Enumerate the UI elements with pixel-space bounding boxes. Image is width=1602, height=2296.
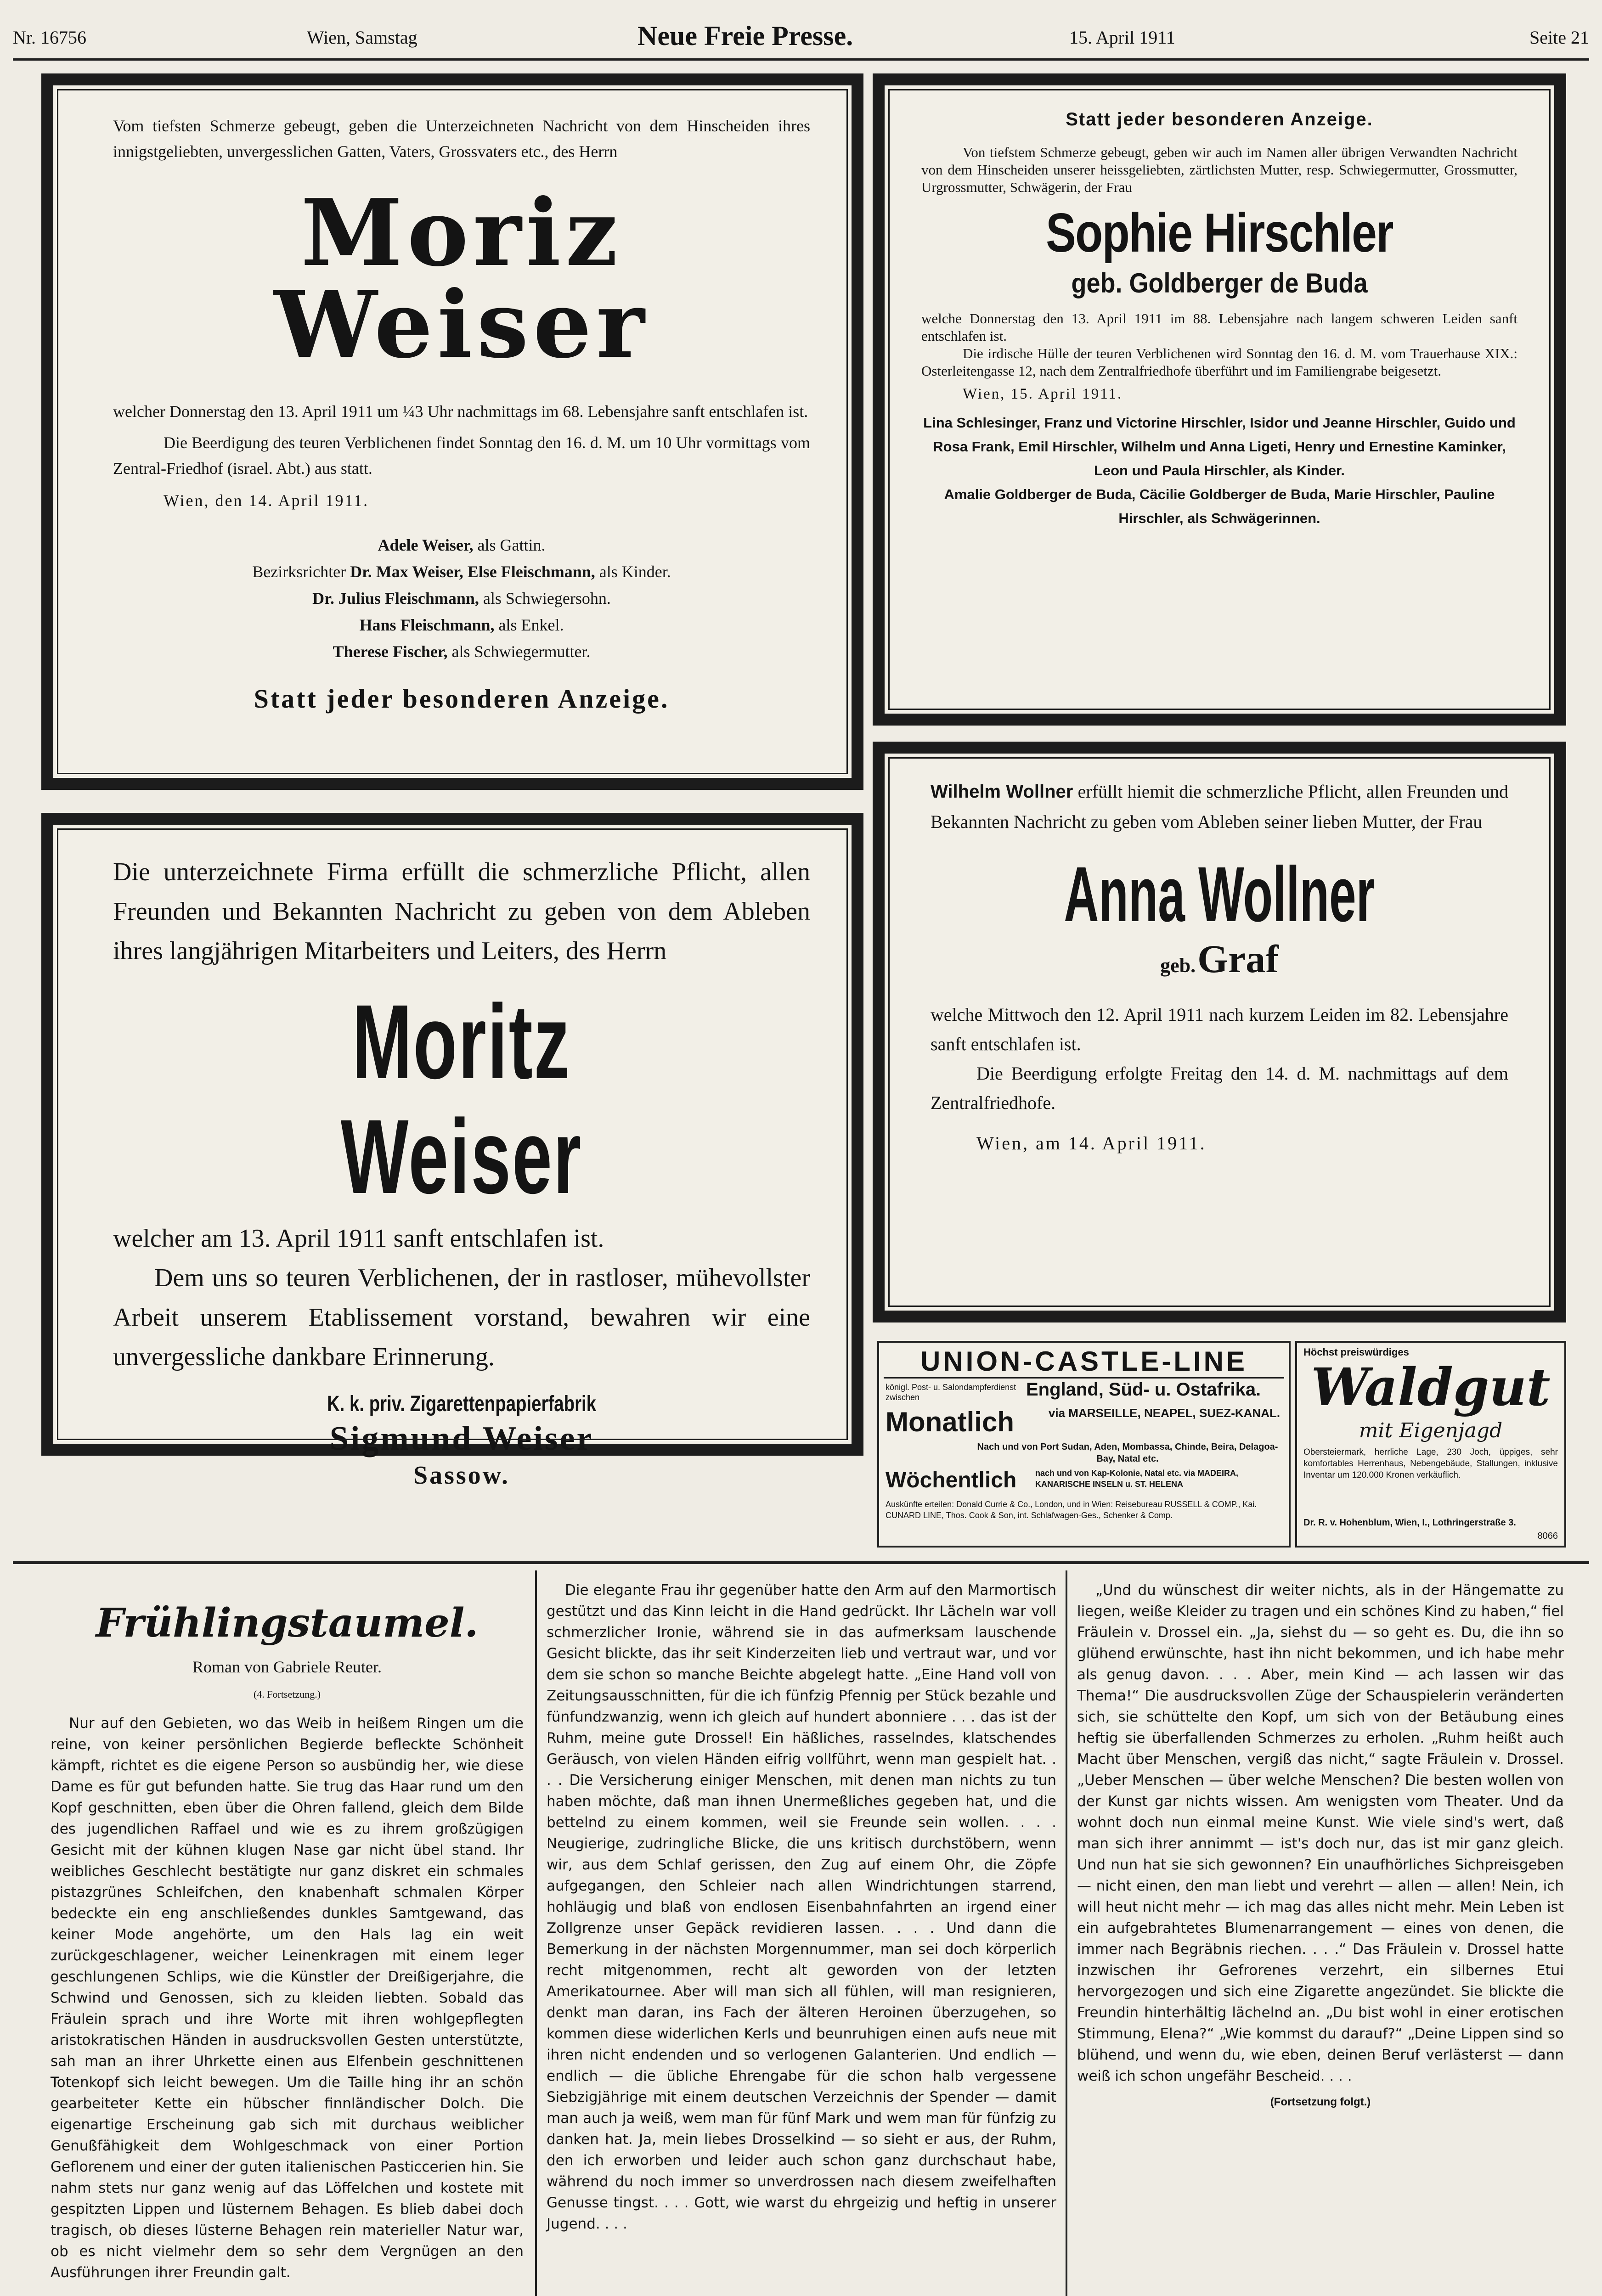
notice-footer: Statt jeder besonderen Anzeige. — [254, 684, 670, 714]
notice-funeral: Die Beerdigung erfolgte Freitag den 14. d. M. nachmittags auf dem Zentralfriedhofe. — [931, 1063, 1508, 1113]
notifier-name: Wilhelm Wollner — [931, 782, 1073, 802]
serial-to-be-continued: (Fortsetzung folgt.) — [1270, 2096, 1371, 2108]
serial-column-3 — [1077, 1580, 1564, 2109]
ad-subtitle: mit Eigenjagd — [1359, 1419, 1503, 1442]
ad-text: Obersteiermark, herrliche Lage, 230 Joch, üppiges, sehr komfortables Herrenhaus, Nebengebäude, Stallungen, inklusive Inventar um 120.000 Kronen verkäuflich. — [1303, 1447, 1558, 1480]
notice-died: welche Donnerstag den 13. April 1911 im 88. Lebensjahre nach langem schweren Leiden sanft entschlafen ist. — [921, 310, 1517, 344]
place-day: Wien, Samstag — [307, 27, 417, 48]
ad-top: Höchst preiswürdiges — [1303, 1346, 1409, 1358]
ad-title: Waldgut — [1311, 1357, 1551, 1418]
deceased-name: Moriz Weiser — [274, 179, 649, 379]
notice-died: welcher Donnerstag den 13. April 1911 um ¼3 Uhr nachmittags im 68. Lebensjahre sanft entschlafen ist. — [113, 402, 808, 421]
notice-place-date: Wien, am 14. April 1911. — [976, 1133, 1207, 1154]
ad-title: UNION-CASTLE-LINE — [884, 1345, 1284, 1379]
firm-line-1: K. k. priv. Zigarettenpapierfabrik — [327, 1392, 597, 1416]
ad-route: Nach und von Port Sudan, Aden, Mombassa, Chinde, Beira, Delagoa-Bay, Natal etc. — [977, 1442, 1278, 1464]
ad-small: königl. Post- u. Salondampferdienst zwischen — [886, 1383, 1016, 1402]
signers-sisters-in-law: Amalie Goldberger de Buda, Cäcilie Goldberger de Buda, Marie Hirschler, Pauline Hirschler, als Schwägerinnen. — [944, 486, 1495, 526]
notice-died: welche Mittwoch den 12. April 1911 nach kurzem Leiden im 82. Lebensjahre sanft entschlafen ist. — [931, 1004, 1508, 1054]
deceased-name: Anna Wollner — [1064, 851, 1375, 938]
ad-union-castle-line — [877, 1341, 1291, 1548]
serial-text: „Und du wünschest dir weiter nichts, als in der Hängematte zu liegen, weiße Kleider zu tragen und ein schönes Kind zu haben,“ fiel Fräulein v. Drossel ein. „Ja, siehst du — so geht es. Du, die ihn so glühend erwünschte, hast ihn nicht bekommen, und ich habe mehr als genug davon. . . . Aber, mein Kind — ach lassen wir das Thema!“ Die ausdrucksvollen Züge der Schauspielerin veränderten sich, sie schüttelte den Kopf, um sich von der Betäubung eines heftig sie überfallenden Schmerzes zu erholen. „Ruhm heißt auch Macht über Menschen, vergiß das nicht,“ sagte Fräulein v. Drossel. „Ueber Menschen — über welche Menschen? Die besten wollen von der Kunst gar nichts wissen. Am wenigsten vom Theater. Und da wohnt doch nun einmal meine Kunst. Wie viele sind's wert, daß man sich ihrer annimmt — ist's doch nur, das ist mir ganz gleich. Und nun hat sie sich gewonnen? Ein unaufhörliches Sichpreisgeben — nicht einen, den man liebt und verehrt — allen — allen! Nein, ich will heut nicht mehr — ich mag das alles nicht mehr. Mein Leben ist ein aufgebrahtetes Blumenarrangement — eines von denen, die immer nach Begräbnis riechen. . . .“ Das Fräulein v. Drossel hatte inzwischen ihr Gefrorenes verzehrt, ein silbernes Etui hervorgezogen und sich eine Zigarette angezündet. Sie blickte die Freundin hinterhältig lächelnd an. „Du bist wohl in einer erotischen Stimmung, Elena?“ „Wie kommst du darauf?“ „Deine Lippen sind so blühend, und wenn du, wie eben, deinen Beruf verlästerst — dann weiß ich schon ungefähr Bescheid. . . . — [1077, 1582, 1564, 2084]
notice-intro: Vom tiefsten Schmerze gebeugt, geben die Unterzeichneten Nachricht von dem Hinscheiden ihres innigstgeliebten, unvergesslichen Gatten, Vaters, Grossvaters etc., des Herrn — [113, 117, 810, 161]
notice-died: welcher am 13. April 1911 sanft entschlafen ist. — [113, 1224, 604, 1253]
ad-code: 8066 — [1537, 1531, 1558, 1541]
ad-waldgut — [1295, 1341, 1566, 1548]
feuilleton-rule — [13, 1561, 1589, 1564]
serial-title: Frühlingstaumel. — [96, 1600, 479, 1646]
column-rule — [535, 1570, 537, 2296]
deceased-name: Sophie Hirschler — [1046, 202, 1393, 264]
maiden-name-line: geb. Graf — [1160, 937, 1279, 981]
death-notice-sophie-hirschler — [873, 73, 1566, 726]
deceased-name: Moritz Weiser — [340, 983, 583, 1216]
notice-intro: Die unterzeichnete Firma erfüllt die schmerzliche Pflicht, allen Freunden und Bekannten Nachricht zu geben von dem Ableben ihres langjährigen Mitarbeiters und Leiters, des Herrn — [113, 858, 810, 965]
maiden-name: geb. Goldberger de Buda — [1071, 268, 1368, 298]
issue-date: 15. April 1911 — [1069, 27, 1175, 48]
newspaper-title: Neue Freie Presse. — [637, 21, 853, 51]
serial-column-2 — [547, 1580, 1056, 2234]
ad-monatlich: Monatlich — [886, 1407, 1014, 1437]
signer-line: Adele Weiser, als Gattin. — [378, 536, 546, 554]
firm-location: Sassow. — [413, 1461, 510, 1490]
signers-children: Lina Schlesinger, Franz und Victorine Hirschler, Isidor und Jeanne Hirschler, Guido und Rosa Frank, Emil Hirschler, Wilhelm und Anna Ligeti, Henry und Ernestine Kaminker, Leon und Paula Hirschler, als Kinder. — [923, 415, 1516, 478]
notice-place-date: Wien, 15. April 1911. — [963, 386, 1123, 402]
ad-via: via MARSEILLE, NEAPEL, SUEZ-KANAL. — [1048, 1406, 1280, 1420]
signer-line: Bezirksrichter Dr. Max Weiser, Else Fleischmann, als Kinder. — [252, 563, 671, 581]
serial-column-1 — [51, 1580, 524, 2283]
notice-funeral: Die Beerdigung des teuren Verblichenen findet Sonntag den 16. d. M. um 10 Uhr vormittags vom Zentral-Friedhof (israel. Abt.) aus statt. — [113, 433, 810, 478]
signer-line: Dr. Julius Fleischmann, als Schwiegersohn. — [312, 589, 611, 608]
death-notice-anna-wollner — [873, 742, 1566, 1322]
ad-contact: Dr. R. v. Hohenblum, Wien, I., Lothringerstraße 3. — [1303, 1518, 1516, 1528]
firm-name: Sigmund Weiser — [329, 1420, 594, 1458]
ad-destination: England, Süd- u. Ostafrika. — [1026, 1379, 1261, 1400]
ad-woechentlich: Wöchentlich — [886, 1468, 1017, 1492]
ad-info: Auskünfte erteilen: Donald Currie & Co., London, und in Wien: Reisebureau RUSSELL & COMP., Kai. CUNARD LINE, Thos. Cook & Son, int. Schlafwagen-Ges., Schenker & Comp. — [886, 1500, 1257, 1520]
ad-route-2: nach und von Kap-Kolonie, Natal etc. via MADEIRA, KANARISCHE INSELN u. ST. HELENA — [1035, 1469, 1239, 1489]
serial-continuation: (4. Fortsetzung.) — [253, 1688, 321, 1700]
serial-text: Die elegante Frau ihr gegenüber hatte den Arm auf den Marmortisch gestützt und das Kinn leicht in die Hand gedrückt. Ihr Lächeln war voll schmerzlicher Ironie, während sie in das aufmerksam lauschende Gesicht blickte, das ihr seit Kinderzeiten lieb und vertraut war, und vor dem sie schon so manche Beichte abgelegt hatte. „Eine Hand voll von Zeitungsausschnitten, für die ich fünfzig Pfennig per Stück bezahle und fünfundzwanzig, wenn ich gleich auf hundert abonniere . . . das ist der Ruhm, meine gute Drossel! Ein häßliches, rasselndes, klatschendes Geräusch, von vielen Händen eifrig vollführt, wenn man gespielt hat. . . . Die Versicherung einiger Menschen, mit denen man nichts zu tun haben möchte, daß man ihnen Unermeßliches gegeben hat, und die bettelnd zu einem kommen, weil sie Freunde sein wollen. . . . Neugierige, zudringliche Blicke, die uns kritisch durchstöbern, wenn wir, aus dem Schlaf gerissen, den Zug auf einem Ohr, die Zöpfe aufgegangen, den Schleier nach allen Windrichtungen starrend, hohläugig und blaß von endlosen Eisenbahnfahrten an irgend einer Zollgrenze unser Gepäck revidieren lassen. . . . Und dann die Bemerkung in der nächsten Morgennummer, man sei doch körperlich recht mitgenommen, recht alt geworden von der letzten Amerikatournee. Aber will man sich all fühlen, will man resignieren, denkt man daran, ins Fach der älteren Heroinen überzugehen, so kommen diese widerlichen Kerls und beunruhigen einen aufs neue mit ihren nicht endenden und so verlogenen Galanterien. Und endlich — endlich — die übliche Ehrengabe für die schon halb vergessene Siebzigjährige mit einem deutschen Verzeichnis der Spender — damit man auch ja weiß, wem man für fünf Mark und wem man für fünfzig zu danken hat. Ja, mein liebes Drosselkind — so sieht er aus, der Ruhm, den ich erworben und leider auch schon ganz durchschaut habe, während du noch immer so unverdrossen nach diesem zweifelhaften Genusse tingst. . . . Gott, wie warst du ehrgeizig und heftig in unserer Jugend. . . . — [547, 1582, 1056, 2232]
notice-intro: Von tiefstem Schmerze gebeugt, geben wir auch im Namen aller übrigen Verwandten Nachricht von dem Hinscheiden unserer heissgeliebten, zärtlichsten Mutter, resp. Schwiegermutter, Grossmutter, Urgrossmutter, Schwägerin, der Frau — [921, 144, 1517, 195]
signer-line: Therese Fischer, als Schwiegermutter. — [333, 642, 591, 661]
serial-text: Nur auf den Gebieten, wo das Weib in heißem Ringen um die reine, von keiner persönlichen Begierde befleckte Schönheit kämpft, richtet es die eigene Person so ausbündig her, wie diese Dame es für gut befunden hatte. Sie trug das Haar rund um den Kopf geschnitten, eben über die Ohren fallend, gleich dem Bilde des jugendlichen Raffael und wie es zu ihrem großzügigen Gesicht mit der kühnen klugen Nase gar nicht übel stand. Ihr weibliches Geschlecht bestätigte nur ganz diskret ein schmales pistazgrünes Schleifchen, den knabenhaft schmalen Körper bedeckte ein eng anschließendes dunkles Samtgewand, das keiner Mode angehörte, um den Hals lag ein weit zurückgeschlagener, weicher Leinenkragen mit einem leger geschlungenen Schlips, wie die Künstler der Dreißigerjahre, die Schwind und Genossen, sich zu kleiden liebten. Sobald das Fräulein sprach und ihre Worte mit ihren wohlgepflegten aristokratischen Händen in ausdrucksvollen Gesten unterstützte, sah man an ihrer Uhrkette einen aus Elfenbein geschnittenen Totenkopf sich leicht bewegen. Um die Taille hing ihr an schön gearbeiteter Kette ein hübscher finnländischer Dolch. Die eigenartige Erscheinung gab sich mit durchaus weiblicher Genußfähigkeit dem Wohlgeschmack von einer Portion Geflorenem und einer der guten italienischen Pasticcerien hin. Sie nahm stets nur ganz wenig auf das Löffelchen und kostete mit gespitzten Lippen und lüsternem Behagen. Es blieb dabei doch tragisch, ob dieses lüsterne Behagen rein materieller Natur war, ob es nicht vielmehr dem so sehr dem Vergnügen an den Ausführungen ihrer Freundin galt. — [51, 1715, 524, 2281]
serial-author: Roman von Gabriele Reuter. — [192, 1658, 382, 1676]
masthead — [13, 10, 1589, 61]
notice-intro: Wilhelm Wollner erfüllt hiemit die schmerzliche Pflicht, allen Freunden und Bekannten Nachricht zu geben vom Ableben seiner lieben Mutter, der Frau — [931, 781, 1508, 832]
signer-line: Hans Fleischmann, als Enkel. — [359, 616, 564, 634]
column-rule — [1066, 1570, 1067, 2296]
death-notice-firm-moritz-weiser — [41, 813, 863, 1490]
notice-funeral: Die irdische Hülle der teuren Verblichenen wird Sonntag den 16. d. M. vom Trauerhause XIX.: Osterleitengasse 12, nach dem Zentralfriedhofe überführt und im Familiengrabe beigesetzt. — [921, 345, 1517, 379]
notice-text: Dem uns so teuren Verblichenen, der in rastloser, mühevollster Arbeit unserem Etablissement vorstand, bewahren wir eine unvergessliche dankbare Erinnerung. — [113, 1264, 810, 1371]
notice-header: Statt jeder besonderen Anzeige. — [1066, 109, 1373, 129]
death-notice-moriz-weiser — [41, 73, 863, 790]
issue-number: Nr. 16756 — [13, 27, 86, 48]
page-number: Seite 21 — [1529, 27, 1589, 48]
notice-place-date: Wien, den 14. April 1911. — [164, 491, 369, 510]
signers-list — [113, 532, 810, 665]
